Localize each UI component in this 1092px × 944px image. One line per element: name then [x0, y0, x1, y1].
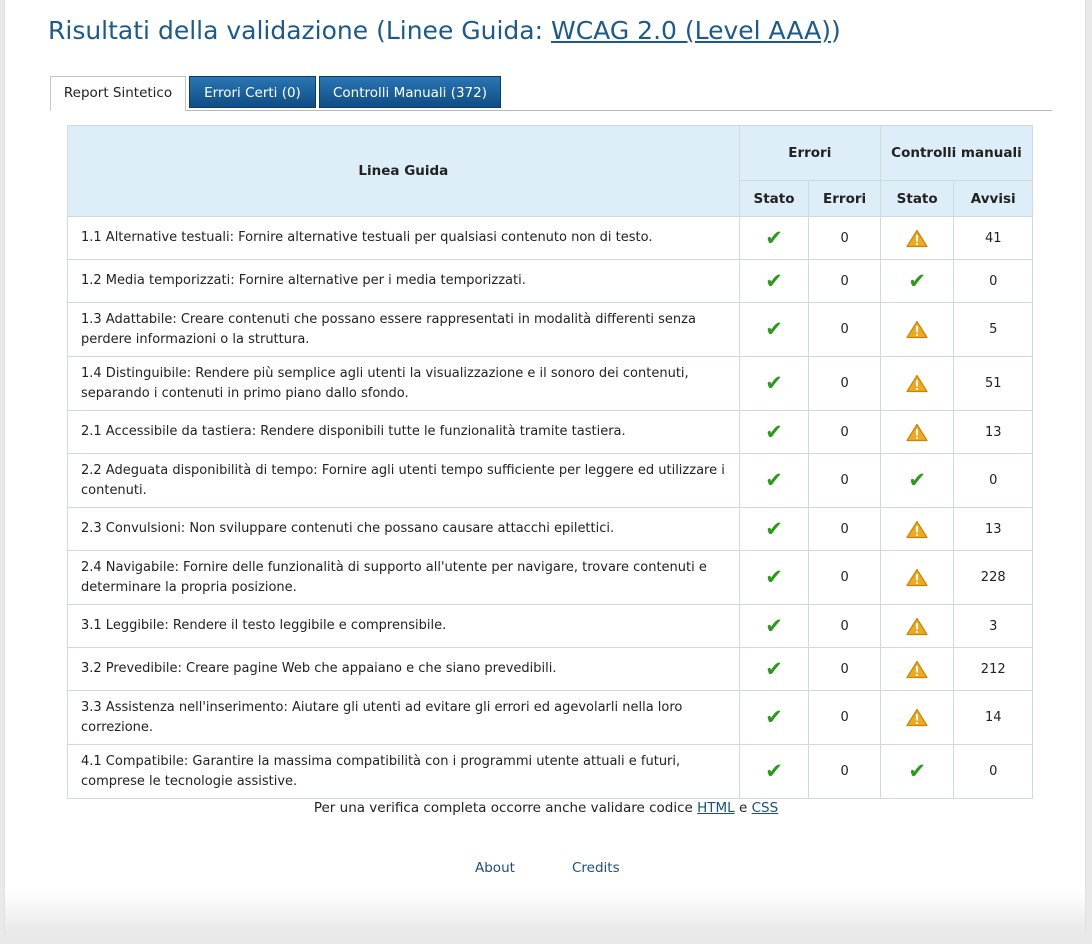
page-bottom-shade — [5, 890, 1085, 934]
table-row — [68, 605, 1033, 648]
warning-icon — [906, 617, 928, 636]
credits-link[interactable]: Credits — [572, 860, 620, 876]
page — [4, 0, 1086, 934]
manual-state-cell — [880, 551, 954, 605]
table-row — [68, 745, 1033, 799]
manual-state-cell — [880, 508, 954, 551]
error-state-cell — [739, 551, 809, 605]
error-count: 0 — [809, 605, 881, 648]
manual-state-cell — [880, 357, 954, 411]
error-count: 0 — [809, 411, 881, 454]
error-state-cell — [739, 454, 809, 508]
guideline-description: 1.4 Distinguibile: Rendere più semplice agli utenti la visualizzazione e il sonoro dei contenuti, separando i contenuti in primo piano dallo sfondo. — [68, 357, 740, 411]
check-icon: ✔ — [765, 317, 783, 341]
error-count: 0 — [809, 551, 881, 605]
check-icon: ✔ — [765, 371, 783, 395]
guideline-description: 1.3 Adattabile: Creare contenuti che possano essere rappresentati in modalità differenti senza perdere informazioni o la struttura. — [68, 303, 740, 357]
warning-icon — [906, 520, 928, 539]
warning-count: 41 — [954, 217, 1033, 260]
about-link[interactable]: About — [475, 860, 515, 876]
guideline-description: 2.3 Convulsioni: Non sviluppare contenuti che possano causare attacchi epilettici. — [68, 508, 740, 551]
warning-count: 13 — [954, 508, 1033, 551]
manual-state-cell — [880, 260, 954, 303]
guideline-description: 2.4 Navigabile: Fornire delle funzionalità di supporto all'utente per navigare, trovare contenuti e determinare la propria posizione. — [68, 551, 740, 605]
warning-count: 228 — [954, 551, 1033, 605]
html-link[interactable]: HTML — [697, 800, 735, 816]
validation-note — [5, 800, 1087, 816]
table-row — [68, 648, 1033, 691]
tab-controlli-manuali[interactable]: Controlli Manuali (372) — [319, 76, 501, 108]
warning-count: 0 — [954, 745, 1033, 799]
results-table — [67, 125, 1033, 799]
warning-icon — [906, 229, 928, 248]
manual-state-cell — [880, 745, 954, 799]
tab-bar — [50, 76, 1052, 111]
error-count: 0 — [809, 357, 881, 411]
check-icon: ✔ — [765, 613, 783, 638]
error-state-cell — [739, 357, 809, 411]
note-text: Per una verifica completa occorre anche validare codice — [313, 800, 698, 816]
error-count: 0 — [809, 303, 881, 357]
warning-count: 0 — [954, 260, 1033, 303]
warning-count: 212 — [954, 648, 1033, 691]
manual-state-cell — [880, 217, 954, 260]
guideline-description: 3.3 Assistenza nell'inserimento: Aiutare gli utenti ad evitare gli errori ed agevolarli nella loro correzione. — [68, 691, 740, 745]
check-icon: ✔ — [765, 225, 783, 250]
check-icon: ✔ — [765, 516, 783, 541]
table-row — [68, 260, 1033, 303]
table-row — [68, 691, 1033, 745]
warning-icon — [906, 423, 928, 442]
error-count: 0 — [809, 454, 881, 508]
table-row — [68, 217, 1033, 260]
wcag-link[interactable]: WCAG 2.0 (Level AAA) — [551, 16, 832, 45]
manual-state-cell — [880, 411, 954, 454]
check-icon: ✔ — [908, 268, 926, 293]
subheader-warnings: Avvisi — [954, 181, 1033, 217]
error-state-cell — [739, 303, 809, 357]
warning-icon — [906, 660, 928, 679]
title-prefix: Risultati della validazione (Linee Guida: — [48, 16, 551, 45]
error-state-cell — [739, 508, 809, 551]
manual-state-cell — [880, 454, 954, 508]
error-state-cell — [739, 605, 809, 648]
warning-icon — [906, 568, 928, 587]
table-row — [68, 411, 1033, 454]
tab-report-sintetico[interactable]: Report Sintetico — [50, 76, 186, 111]
error-count: 0 — [809, 508, 881, 551]
warning-icon — [906, 708, 928, 727]
error-state-cell — [739, 691, 809, 745]
check-icon: ✔ — [765, 656, 783, 681]
manual-state-cell — [880, 605, 954, 648]
error-count: 0 — [809, 217, 881, 260]
manual-state-cell — [880, 648, 954, 691]
warning-count: 13 — [954, 411, 1033, 454]
manual-state-cell — [880, 303, 954, 357]
page-title — [48, 16, 841, 45]
check-icon: ✔ — [765, 759, 783, 783]
header-errors: Errori — [739, 126, 880, 181]
warning-count: 51 — [954, 357, 1033, 411]
subheader-errors: Errori — [809, 181, 881, 217]
check-icon: ✔ — [765, 565, 783, 589]
guideline-description: 3.2 Prevedibile: Creare pagine Web che appaiano e che siano prevedibili. — [68, 648, 740, 691]
error-state-cell — [739, 648, 809, 691]
table-row — [68, 508, 1033, 551]
title-suffix: ) — [831, 16, 841, 45]
header-guideline: Linea Guida — [68, 126, 740, 217]
subheader-state: Stato — [739, 181, 809, 217]
check-icon: ✔ — [765, 419, 783, 444]
subheader-manual-state: Stato — [880, 181, 954, 217]
warning-count: 14 — [954, 691, 1033, 745]
error-state-cell — [739, 260, 809, 303]
guideline-description: 2.1 Accessibile da tastiera: Rendere disponibili tutte le funzionalità tramite tastiera. — [68, 411, 740, 454]
css-link[interactable]: CSS — [751, 800, 779, 816]
warning-count: 3 — [954, 605, 1033, 648]
warning-count: 5 — [954, 303, 1033, 357]
guideline-description: 2.2 Adeguata disponibilità di tempo: Fornire agli utenti tempo sufficiente per leggere ed utilizzare i contenuti. — [68, 454, 740, 508]
check-icon: ✔ — [908, 468, 926, 492]
guideline-description: 4.1 Compatibile: Garantire la massima compatibilità con i programmi utente attuali e futuri, comprese le tecnologie assistive. — [68, 745, 740, 799]
warning-count: 0 — [954, 454, 1033, 508]
table-row — [68, 357, 1033, 411]
note-and: e — [734, 800, 752, 816]
header-manual: Controlli manuali — [880, 126, 1032, 181]
error-count: 0 — [809, 260, 881, 303]
warning-icon — [906, 320, 928, 339]
check-icon: ✔ — [765, 268, 783, 293]
check-icon: ✔ — [765, 468, 783, 492]
error-state-cell — [739, 217, 809, 260]
error-count: 0 — [809, 648, 881, 691]
table-row — [68, 551, 1033, 605]
guideline-description: 3.1 Leggibile: Rendere il testo leggibile e comprensibile. — [68, 605, 740, 648]
error-state-cell — [739, 745, 809, 799]
check-icon: ✔ — [908, 759, 926, 783]
error-count: 0 — [809, 745, 881, 799]
warning-icon — [906, 374, 928, 393]
check-icon: ✔ — [765, 705, 783, 729]
table-row — [68, 303, 1033, 357]
tab-errori-certi[interactable]: Errori Certi (0) — [189, 76, 316, 108]
guideline-description: 1.2 Media temporizzati: Fornire alternative per i media temporizzati. — [68, 260, 740, 303]
error-state-cell — [739, 411, 809, 454]
table-row — [68, 454, 1033, 508]
error-count: 0 — [809, 691, 881, 745]
manual-state-cell — [880, 691, 954, 745]
guideline-description: 1.1 Alternative testuali: Fornire alternative testuali per qualsiasi contenuto non di testo. — [68, 217, 740, 260]
